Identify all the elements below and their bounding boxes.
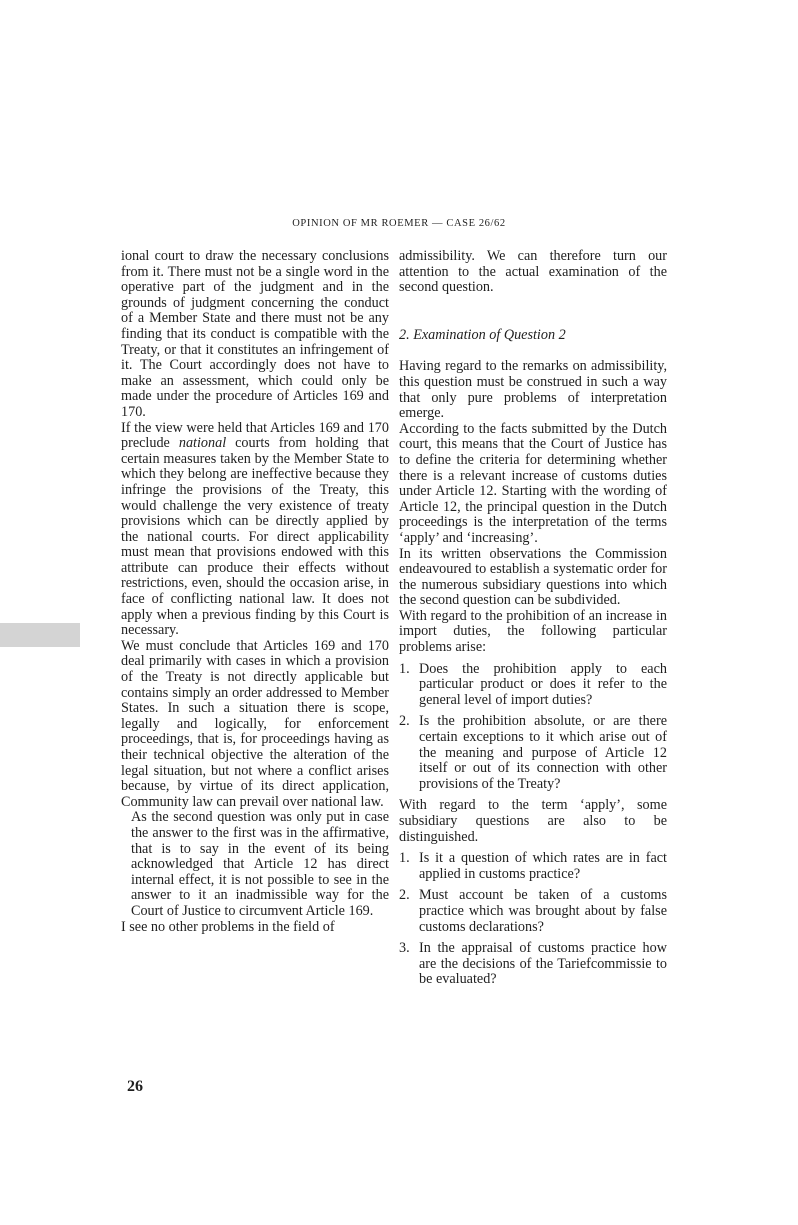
left-paragraph-3: We must conclude that Articles 169 and 170 deal primarily with cases in which a provision of the Treaty is not directly applicable but contains simply an order addressed to Member States. In such a situation there is scope, legally and logically, for enforcement proceedings, that is, for proceedings having as their technical objective the alteration of the legal situation, but not where a conflict arises because, by virtue of its direct application, Community law can prevail over national law. bbox=[121, 637, 389, 810]
right-paragraph-1: Having regard to the remarks on admissibility, this question must be construed in such a way that only pure problems of interpretation emerge. bbox=[399, 358, 667, 422]
running-header: OPINION OF MR ROEMER — CASE 26/62 bbox=[292, 218, 506, 229]
left-paragraph-2: If the view were held that Articles 169 and 170 preclude national courts from holding that certain measures taken by the Member State to which they belong are ineffective because they infringe the provisions of the Treaty, this would challenge the very existence of treaty provisions which can be directly applied by the national courts. For direct applicability must mean that provisions endowed with this attribute can produce their effects without restrictions, even, should the occasion arise, in face of conflicting national law. It does not apply when a previous finding by this Court is necessary. bbox=[121, 419, 389, 639]
right-paragraph-3: In its written observations the Commission endeavoured to establish a systematic order for the numerous subsidiary questions into which the second question can be subdivided. bbox=[399, 545, 667, 609]
right-paragraph-mid: With regard to the term ‘apply’, some subsidiary questions are also to be distinguished. bbox=[399, 797, 667, 845]
list-item: 2. Is the prohibition absolute, or are there certain exceptions to it which arise out of the meaning and purpose of Article 12 itself or out of its connection with other provisions of the Treaty? bbox=[399, 713, 667, 792]
left-paragraph-5: I see no other problems in the field of bbox=[121, 918, 335, 935]
left-column bbox=[121, 249, 389, 935]
list-item: 1. Is it a question of which rates are in fact applied in customs practice? bbox=[399, 850, 667, 882]
right-intro: admissibility. We can therefore turn our attention to the actual examination of the second question. bbox=[399, 248, 667, 296]
right-paragraph-4: With regard to the prohibition of an increase in import duties, the following particular problems arise: bbox=[399, 607, 667, 656]
page-number: 26 bbox=[127, 1078, 143, 1095]
left-paragraph-4: As the second question was only put in case the answer to the first was in the affirmative, that is to say in the event of its being acknowledged that Article 12 has direct internal effect, it is not possible to see in the answer to it an inadmissible way for the Court of Justice to circumvent Article 169. bbox=[131, 809, 389, 919]
emphasis-national: national bbox=[178, 435, 227, 452]
right-column bbox=[399, 249, 667, 988]
list-item: 2. Must account be taken of a customs practice which was brought about by false customs declarations? bbox=[399, 887, 667, 935]
section-subheading: 2. Examination of Question 2 bbox=[399, 326, 566, 343]
list-item: 1. Does the prohibition apply to each particular product or does it refer to the general level of import duties? bbox=[399, 660, 667, 708]
left-paragraph-1: ional court to draw the necessary conclusions from it. There must not be a single word in the operative part of the judgment and in the grounds of judgment concerning the conduct of a Member State and there must not be any finding that its conduct is compatible with the Treaty, or that it constitutes an infringement of it. The Court accordingly does not have to make an assessment, which could only be made under the procedure of Articles 169 and 170. bbox=[121, 248, 389, 420]
side-tab-marker bbox=[0, 623, 80, 647]
list-item: 3. In the appraisal of customs practice how are the decisions of the Tariefcommissie to be evaluated? bbox=[399, 940, 667, 988]
right-paragraph-2: According to the facts submitted by the Dutch court, this means that the Court of Justice has to define the criteria for determining whether there is a relevant increase of customs duties under Article 12. Starting with the wording of Article 12, the principal question in the Dutch proceedings is the interpretation of the terms ‘apply’ and ‘increasing’. bbox=[399, 420, 667, 546]
